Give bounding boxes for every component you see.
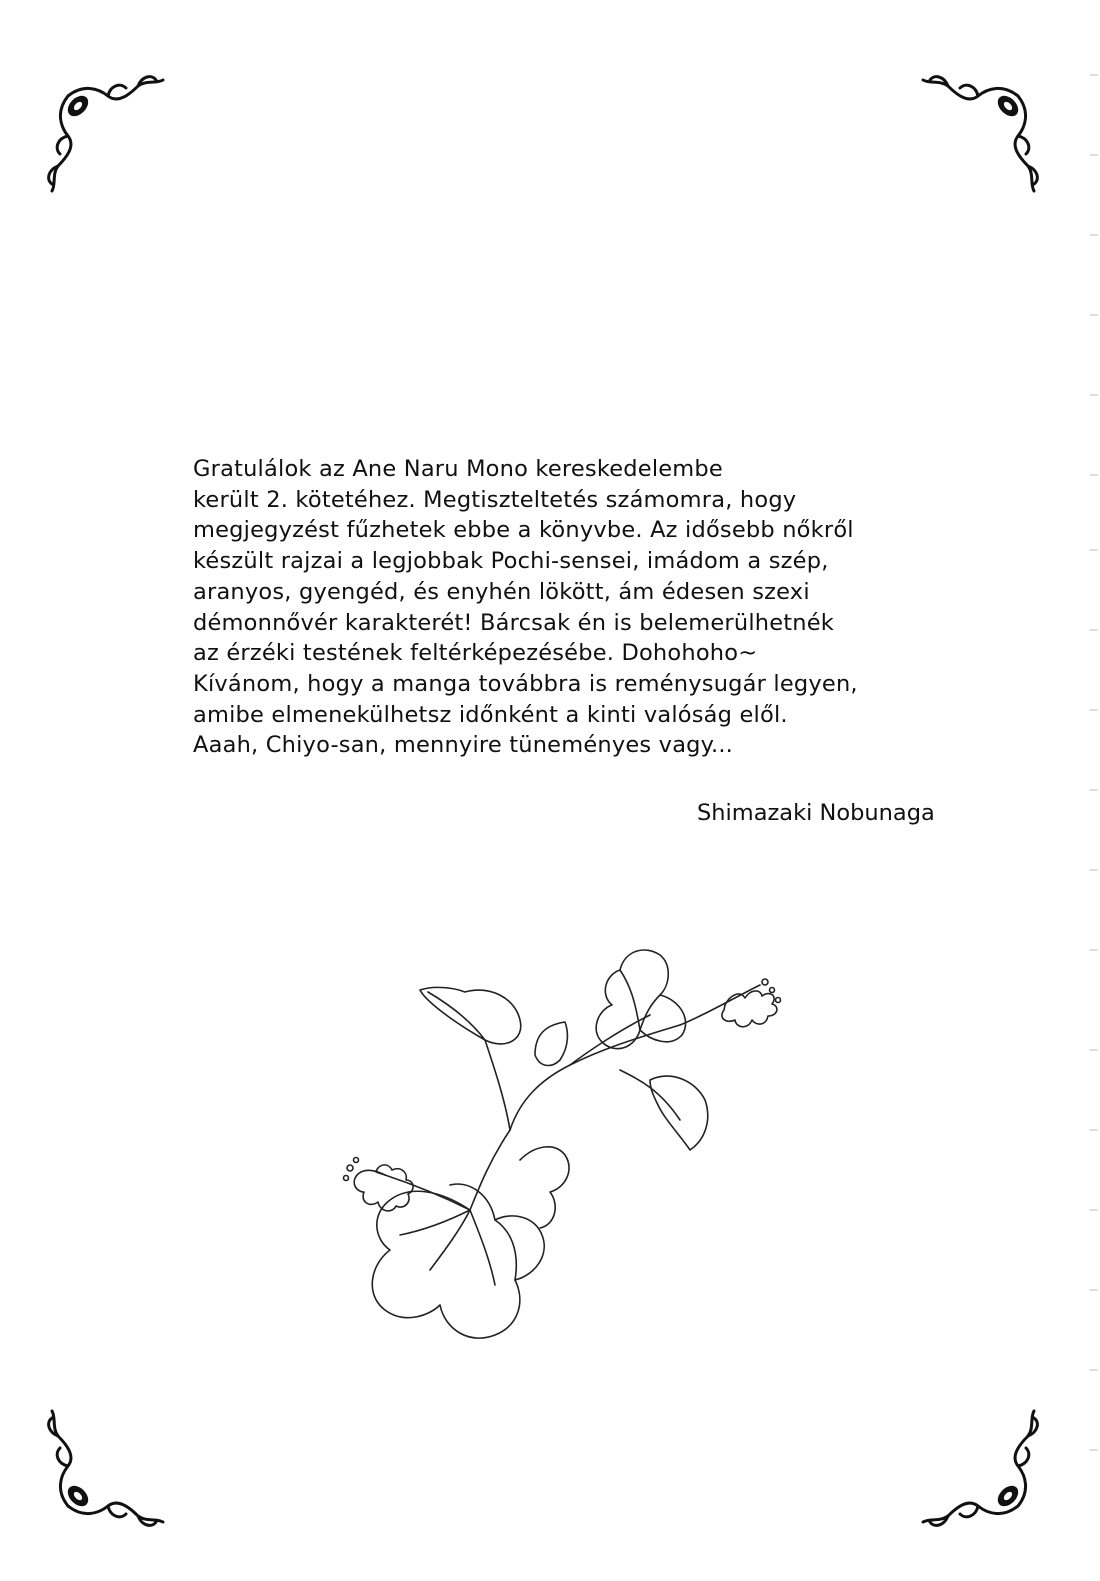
message-line: Gratulálok az Ane Naru Mono kereskedelembe <box>193 456 723 482</box>
hibiscus-illustration <box>320 930 800 1370</box>
flourish-ornament-icon <box>38 1406 168 1536</box>
flourish-ornament-icon <box>918 1406 1048 1536</box>
message-line: démonnővér karakterét! Bárcsak én is belemerülhetnék <box>193 609 835 636</box>
flourish-ornament-icon <box>918 66 1048 196</box>
message-line: került 2. kötetéhez. Megtiszteltetés számomra, hogy <box>193 486 797 513</box>
message-line: Kívánom, hogy a manga továbbra is reménysugár legyen, <box>193 670 858 697</box>
message-line: Aaah, Chiyo-san, mennyire tüneményes vagy... <box>193 732 734 759</box>
corner-ornament-top-left <box>38 66 168 196</box>
corner-ornament-bottom-right <box>918 1406 1048 1536</box>
scan-edge-marks <box>1086 0 1100 1577</box>
author-signature: Shimazaki Nobunaga <box>697 800 935 826</box>
corner-ornament-bottom-left <box>38 1406 168 1536</box>
corner-ornament-top-right <box>918 66 1048 196</box>
message-line: megjegyzést fűzhetek ebbe a könyvbe. Az idősebb nőkről <box>193 517 854 544</box>
congratulation-message <box>193 454 983 761</box>
hibiscus-illustration-icon <box>320 930 800 1370</box>
message-line: amibe elmenekülhetsz időnként a kinti valóság elől. <box>193 701 788 728</box>
flourish-ornament-icon <box>38 66 168 196</box>
message-line: készült rajzai a legjobbak Pochi-sensei, imádom a szép, <box>193 548 829 575</box>
message-line: az érzéki testének feltérképezésébe. Dohohoho~ <box>193 640 758 667</box>
message-line: aranyos, gyengéd, és enyhén lökött, ám édesen szexi <box>193 578 810 605</box>
